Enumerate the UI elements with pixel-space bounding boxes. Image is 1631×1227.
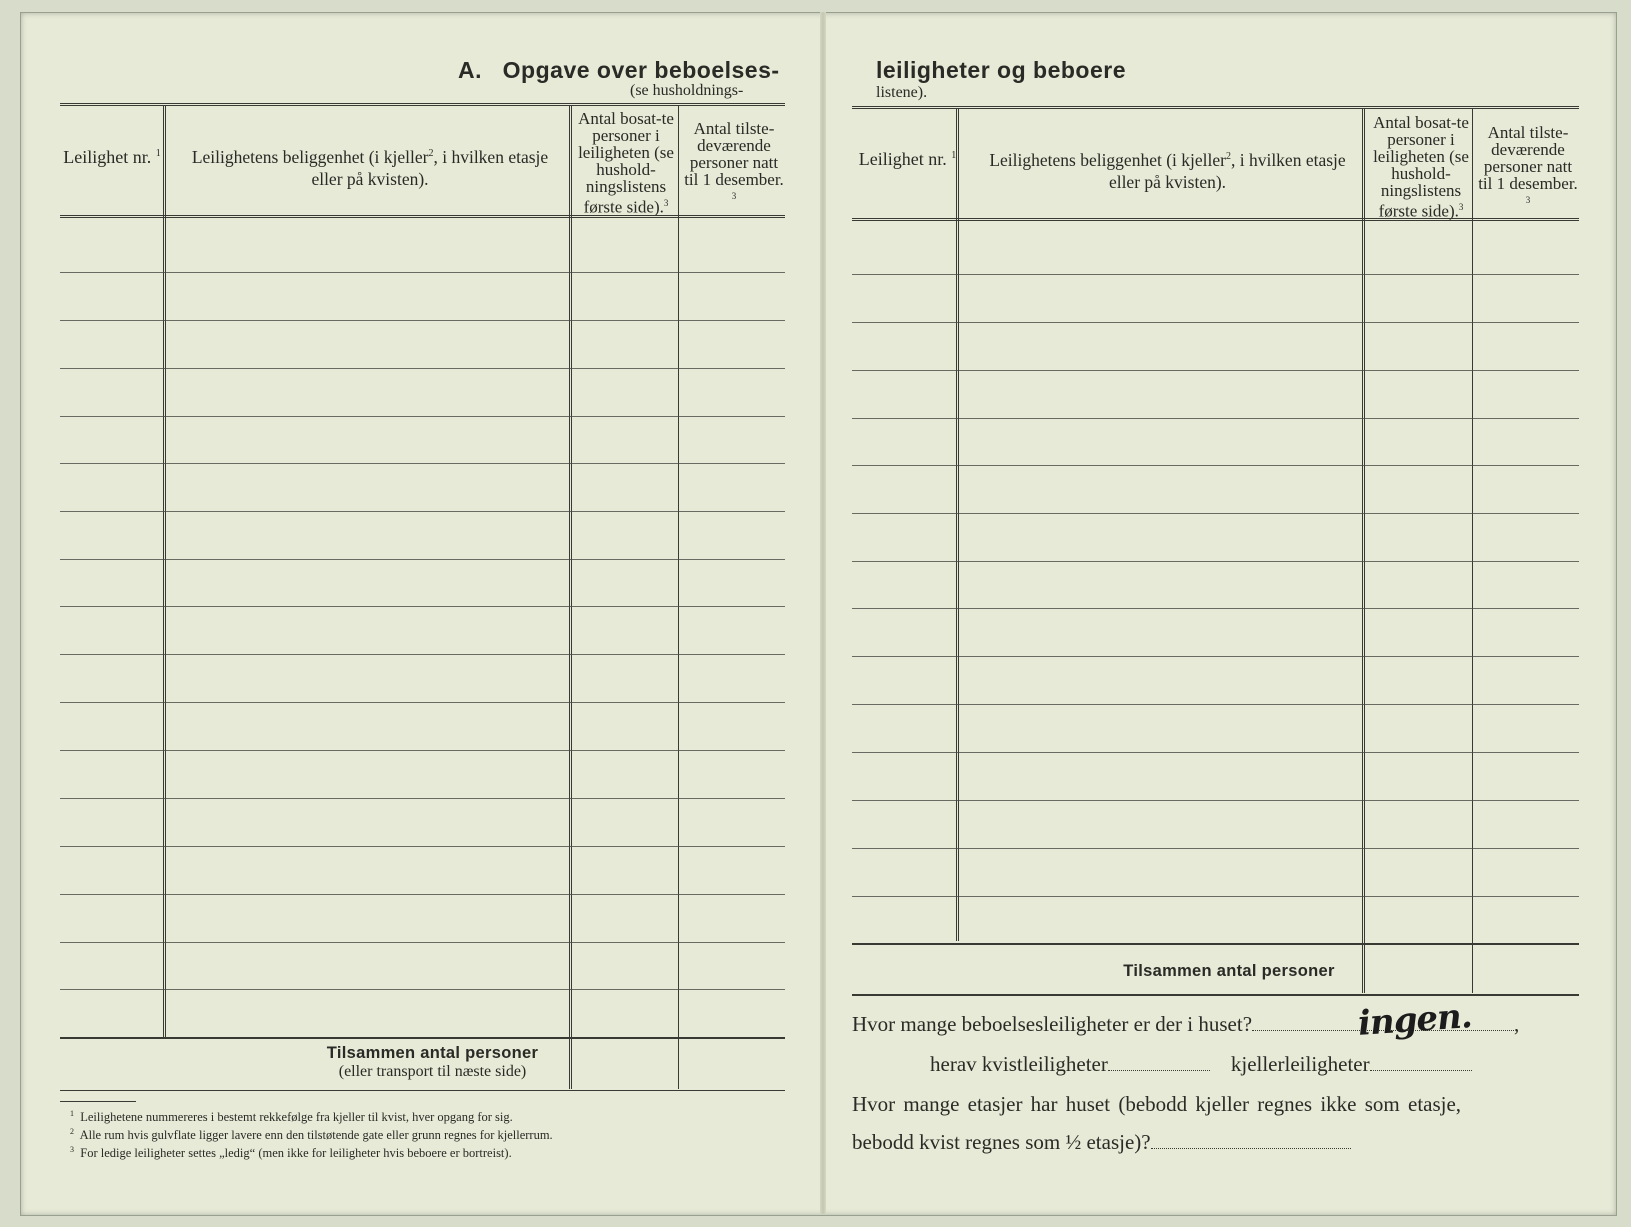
col-header-location [975,146,1360,193]
col-header-text: Antal tilste-deværende personer natt til 1 desember. [1478,123,1578,193]
col-divider-1 [956,109,959,941]
left-title [458,57,780,84]
right-subtitle: listene). [876,84,928,101]
question-text: bebodd kvist regnes som ½ etasje)? [852,1130,1151,1154]
sum-label [300,1044,565,1081]
footnote-ref: 1 [951,150,957,161]
table-row-line [60,368,785,369]
table-row-line [60,894,785,895]
table-row-line [852,465,1579,466]
table-row-line [852,800,1579,801]
col-header-apartment-no [62,143,162,168]
table-row-line [852,656,1579,657]
table-row-line [60,798,785,799]
question-text-basement: kjellerleiligheter [1230,1052,1370,1076]
table-row-line [60,272,785,273]
left-subtitle: (se husholdnings- [630,82,744,99]
header-top-rule [852,106,1579,109]
table-row-line [852,370,1579,371]
col-divider-1 [163,106,166,1037]
table-row-line [852,848,1579,849]
table-row-line [852,752,1579,753]
table-row-line [852,274,1579,275]
col-header-text: Antal tilste-deværende personer natt til 1 desember. [684,119,784,189]
table-row-line [60,654,785,655]
table-row-line [60,463,785,464]
col-header-text: Leilighet nr. [63,147,152,167]
footnote-ref: 3 [1525,195,1531,205]
header-bottom-rule [60,215,785,218]
title-text: Opgave over beboelses- [502,57,780,83]
table-row-line [60,320,785,321]
footnote-mark: 1 [70,1109,74,1118]
sum-label-bold: Tilsammen antal personer [1123,962,1335,980]
answer-line-basement[interactable] [1370,1070,1472,1071]
footnote-1 [70,1106,513,1125]
question-floors-line1: Hvor mange etasjer har huset (bebodd kjeller regnes ikke som etasje, [852,1092,1462,1116]
footnote-text: For ledige leiligheter settes „ledig“ (men ikke for leiligheter hvis beboere er bortreist). [80,1146,512,1161]
header-top-rule [60,103,785,106]
footnote-3 [70,1142,512,1161]
col-header-text-rest: , i hvilken etasje eller på kvisten). [1108,149,1346,192]
col-header-text: Leilighetens beliggenhet (i kjeller [191,146,429,167]
page-fold [820,12,826,1214]
table-row-line [852,704,1579,705]
handwritten-answer: ingen. [1356,996,1473,1044]
table-row-line [852,896,1579,897]
header-bottom-rule [852,218,1579,221]
sum-bottom-rule [60,1090,785,1091]
sum-top-rule [60,1037,785,1039]
table-row-line [852,322,1579,323]
table-row-line [60,989,785,990]
footnote-ref: 3 [663,198,669,208]
col-header-text-rest: , i hvilken etasje eller på kvisten). [311,146,549,189]
table-row-line [852,561,1579,562]
col-header-residents [572,110,680,216]
footnote-ref: 3 [1458,202,1464,212]
table-row-line [60,846,785,847]
footnote-rule [60,1101,136,1102]
col-header-text: Leilighetens beliggenhet (i kjeller [989,149,1226,170]
col-divider-3 [1472,109,1473,993]
table-row-line [60,942,785,943]
footnote-mark: 2 [70,1127,74,1136]
col-header-text: Antal bosat-te personer i leiligheten (se hushold-ningslistens første side). [578,109,674,217]
col-header-text: Leilighet nr. [858,149,947,169]
sum-label-sub: (eller transport til næste side) [338,1063,527,1080]
question-attic-basement [930,1052,1472,1077]
table-row-line [852,418,1579,419]
footnote-2 [70,1124,553,1143]
footnote-ref: 1 [155,148,161,159]
footnote-ref: 2 [428,148,434,159]
table-row-line [60,702,785,703]
question-text-attic: herav kvistleiligheter [930,1052,1108,1076]
footnote-ref: 2 [1225,151,1231,162]
col-header-present [1476,124,1580,213]
section-letter: A. [458,57,482,83]
table-row-line [60,511,785,512]
col-header-residents [1367,114,1475,220]
col-divider-2 [1362,109,1365,993]
table-row-line [852,608,1579,609]
question-floors-line2 [852,1130,1351,1155]
answer-line-attic[interactable] [1108,1070,1210,1071]
table-row-line [60,750,785,751]
footnote-ref: 3 [731,191,737,201]
table-row-line [60,606,785,607]
sum-top-rule [852,943,1579,945]
sum-label [1100,962,1358,981]
question-text: Hvor mange beboelsesleiligheter er der i huset? [852,1012,1253,1036]
footnote-text: Leilighetene nummereres i bestemt rekkefølge fra kjeller til kvist, hver opgang for sig. [80,1110,513,1125]
table-row-line [60,416,785,417]
sum-label-bold: Tilsammen antal personer [326,1044,539,1062]
col-header-location [180,143,560,190]
answer-line-floors[interactable] [1151,1148,1351,1149]
col-header-text: Antal bosat-te personer i leiligheten (se hushold-ningslistens første side). [1373,113,1469,221]
table-row-line [60,559,785,560]
question-apartments: Hvor mange beboelsesleiligheter er der i huset? , [852,1012,1520,1036]
right-title: leiligheter og beboere [876,57,1126,83]
col-header-apartment-no [855,145,960,170]
col-header-present [682,120,786,209]
footnote-text: Alle rum hvis gulvflate ligger lavere enn den tilstøtende gate eller grunn regnes for kjellerrum. [79,1128,553,1143]
footnote-mark: 3 [70,1145,74,1154]
table-row-line [852,513,1579,514]
